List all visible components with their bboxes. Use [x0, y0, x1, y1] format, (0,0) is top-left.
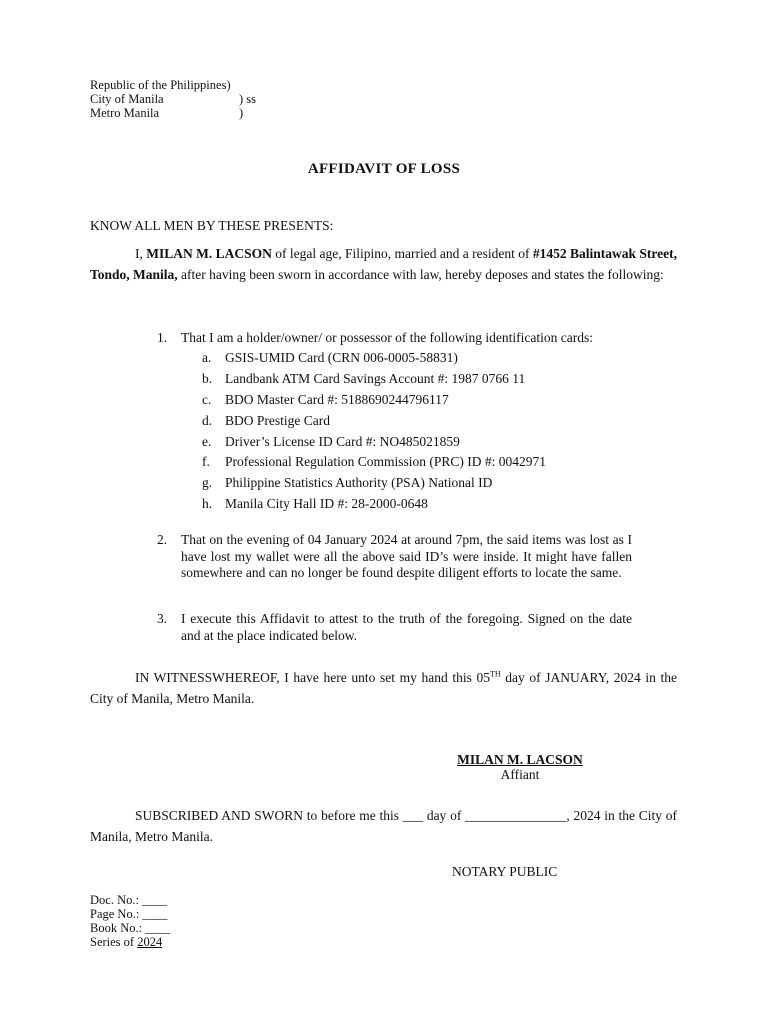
- list-text: BDO Master Card #: 5188690244796117: [225, 391, 449, 407]
- list-letter: f.: [202, 454, 210, 470]
- venue-city: City of Manila: [90, 92, 164, 106]
- numbered-item-2: [157, 532, 632, 582]
- affiant-address: #1452 Balintawak Street, Tondo, Manila,: [90, 246, 677, 282]
- list-text: BDO Prestige Card: [225, 412, 330, 428]
- know-all-heading: KNOW ALL MEN BY THESE PRESENTS:: [90, 218, 334, 233]
- item-text: That on the evening of 04 January 2024 at around 7pm, the said items was lost as I have lost my wallet were all the above said ID’s were inside. It might have fallen somewhere and can no longer be found despite diligent efforts to locate the same.: [181, 532, 632, 580]
- signature-block: [430, 753, 610, 782]
- intro-text-3: after having been sworn in accordance with law, hereby deposes and states the following:: [177, 266, 664, 282]
- notary-public-label: NOTARY PUBLIC: [452, 864, 558, 879]
- page-number: Page No.: ____: [90, 907, 168, 921]
- series-label: Series of: [90, 935, 138, 949]
- venue-republic: Republic of the Philippines): [90, 78, 231, 92]
- book-number: Book No.: ____: [90, 921, 171, 935]
- list-letter: g.: [202, 475, 213, 491]
- list-letter: c.: [202, 391, 212, 407]
- list-text: GSIS-UMID Card (CRN 006-0005-58831): [225, 350, 458, 365]
- witness-paragraph: [90, 668, 677, 709]
- venue-ss: ) ss: [239, 92, 257, 106]
- venue-metro: Metro Manila: [90, 106, 160, 120]
- item-text: I execute this Affidavit to attest to the truth of the foregoing. Signed on the date and at the place indicated below.: [181, 611, 632, 643]
- list-letter: a.: [202, 350, 212, 365]
- intro-text-1: I,: [135, 246, 147, 261]
- affiant-label: Affiant: [500, 766, 540, 782]
- list-letter: e.: [202, 433, 212, 449]
- numbered-item-3: [157, 611, 632, 644]
- list-text: Philippine Statistics Authority (PSA) National ID: [225, 475, 493, 491]
- venue-paren: ): [239, 106, 244, 120]
- list-text: Manila City Hall ID #: 28-2000-0648: [225, 496, 428, 512]
- series-line: [90, 935, 170, 949]
- witness-superscript: TH: [489, 669, 501, 679]
- list-letter: b.: [202, 370, 213, 386]
- notarial-register-block: [90, 893, 170, 949]
- witness-text-1: IN WITNESSWHEREOF, I have here unto set my hand this 05: [135, 670, 490, 685]
- item-text: That I am a holder/owner/ or possessor of the following identification cards:: [181, 330, 594, 345]
- item-number: 3.: [157, 611, 168, 626]
- intro-text-2: of legal age, Filipino, married and a resident of: [271, 246, 533, 261]
- jurat-paragraph: SUBSCRIBED AND SWORN to before me this ___ day of _______________, 2024 in the City of Manila, Metro Manila.: [90, 808, 677, 844]
- item-number: 1.: [157, 330, 168, 345]
- series-year: 2024: [137, 935, 163, 949]
- list-text: Professional Regulation Commission (PRC) ID #: 0042971: [225, 454, 547, 470]
- list-letter: d.: [202, 412, 213, 428]
- venue-block: [90, 78, 257, 120]
- list-letter: h.: [202, 496, 213, 512]
- list-text: Landbank ATM Card Savings Account #: 1987 0766 11: [225, 370, 526, 386]
- numbered-item-1: [157, 330, 632, 347]
- document-title: AFFIDAVIT OF LOSS: [307, 161, 461, 177]
- intro-paragraph: [90, 244, 677, 285]
- item-number: 2.: [157, 532, 168, 547]
- affiant-name-inline: MILAN M. LACSON: [146, 246, 272, 261]
- list-text: Driver’s License ID Card #: NO485021859: [225, 433, 460, 449]
- doc-number: Doc. No.: ____: [90, 893, 168, 907]
- witness-text-2: day of JANUARY, 2024 in the City of Manila, Metro Manila.: [90, 670, 677, 706]
- affiant-signature-name: MILAN M. LACSON: [457, 752, 583, 767]
